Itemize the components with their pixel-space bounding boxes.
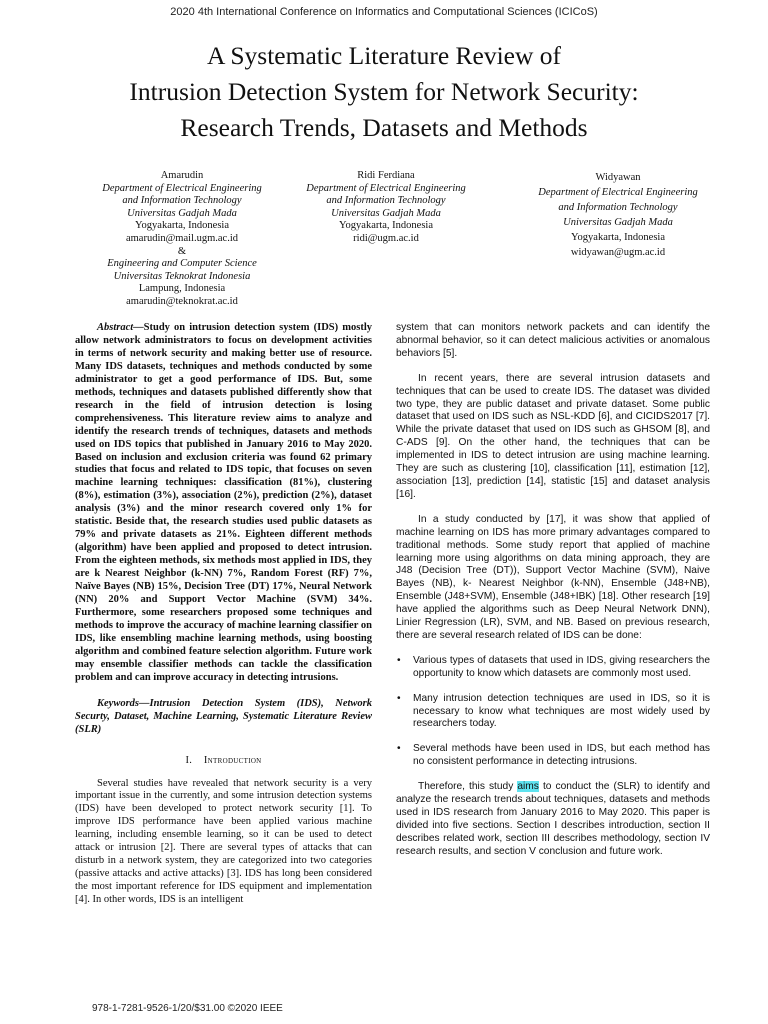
affiliation-line: Universitas Gadjah Mada [331, 207, 441, 219]
author-affiliation [276, 183, 496, 246]
section-title: Introduction [203, 754, 262, 766]
abstract [75, 322, 372, 685]
affiliation-line: Yogyakarta, Indonesia [571, 232, 665, 243]
affiliation-line: amarudin@teknokrat.ac.id [126, 295, 238, 307]
author-1 [52, 170, 312, 309]
list-item: • Various types of datasets that used in IDS, giving researchers the opportunity to know which datasets are commonly most used. [397, 654, 710, 679]
affiliation-line: widyawan@ugm.ac.id [570, 247, 666, 258]
section-number: I. [185, 754, 193, 766]
author-name: Widyawan [595, 172, 641, 183]
affiliation-line: Department of Electrical Engineering [102, 182, 262, 194]
affiliation-line: & [177, 245, 187, 257]
footer-copyright: 978-1-7281-9526-1/20/$31.00 ©2020 IEEE [92, 1003, 283, 1014]
author-2 [276, 170, 496, 246]
author-name: Ridi Ferdiana [357, 170, 415, 181]
bullet-icon: • [397, 654, 401, 666]
list-item: • Several methods have been used in IDS, but each method has no consistent performance in detecting intrusions. [397, 743, 710, 768]
author-affiliation [52, 183, 312, 309]
affiliation-line: Yogyakarta, Indonesia [135, 220, 229, 232]
paragraph-datasets: In recent years, there are several intrusion datasets and techniques that can be used to create IDS. The dataset was divided two type, they are public dataset and private dataset. Some public dataset that used on IDS such as NSL-KDD [6], and CICIDS2017 [7]. While the private dataset that used on IDS such as GHSOM [8], and C-ADS [9]. On the other hand, the techniques that can be implemented in IDS to detect intrusion are using machine learning. They are such as clustering [10], classification [11], estimation [12], association [13], prediction [14], statistic [15] and dataset analysis [16]. [396, 372, 710, 500]
affiliation-line: and Information Technology [326, 195, 446, 207]
affiliation-line: ridi@ugm.ac.id [353, 232, 419, 244]
affiliation-line: Universitas Teknokrat Indonesia [113, 270, 251, 282]
title-line-3: Research Trends, Datasets and Methods [180, 113, 588, 142]
intro-paragraph: Several studies have revealed that network security is a very important issue in the currently, and some intrusion detection systems (IDS) have been developed to protect network security [1]. To improve IDS performance have been applied various machine learning, including ensemble learning, so it can be used to detect attack or intrusion [2]. There are several types of attacks that can disturb in a network system, they are categorized into two categories (passive attacks and active attacks) [3]. IDS has long been considered the most important reference for IDS equipment and implementation [4]. In other words, IDS is an intelligent [75, 777, 372, 906]
highlighted-word: aims [517, 781, 539, 793]
affiliation-line: Engineering and Computer Science [107, 258, 257, 270]
paragraph-machine-learning: In a study conducted by [17], it was show that applied of machine learning on IDS has more primary advantages compared to traditional methods. Some study report that applied of machine learning more using algorithms on data mining approach, they are J48 (Decision Tree (DT)), Support Vector Machine (SVM), Naive Bayes (NB), k- Nearest Neighbor (k-NN), Ensemble (J48+NB), Ensemble (J48+SVM), Ensemble (J48+IBK) [18]. Other research [19] have applied the algorithms such as Deep Neural Network DNN), Linier Regression (LR), SVM, and NB. Based on previous research, there are several research related of IDS can be done: [396, 513, 710, 641]
affiliation-line: Universitas Gadjah Mada [127, 207, 237, 219]
list-item: • Many intrusion detection techniques are used in IDS, so it is necessary to know what techniques are most widely used by researchers today. [397, 692, 710, 730]
affiliation-line: Department of Electrical Engineering [306, 182, 466, 194]
title-line-2: Intrusion Detection System for Network Security: [129, 77, 639, 106]
affiliation-line: and Information Technology [122, 195, 242, 207]
paragraph-aims: Therefore, this study aims to conduct the (SLR) to identify and analyze the research trends about techniques, datasets and methods used in IDS research from January 2016 to May 2020. This paper is divided into five sections. Section I describes introduction, section II describes related work, section III describes methodology, section IV research results, and section V conclusion and future work. [396, 781, 710, 857]
affiliation-line: Universitas Gadjah Mada [563, 217, 673, 228]
paper-title [20, 38, 748, 146]
continued-paragraph: system that can monitors network packets and can identify the abnormal behavior, so it can detect malicious activities or anomalous behaviors [5]. [396, 322, 710, 359]
abstract-text: —Study on intrusion detection system (IDS) mostly allow network administrators to focus on development activities in terms of network security and making better use of resource. Many IDS datasets, techniques and methods conducted by some administrator to get a good performance of IDS. But, some methods, techniques and datasets published differently show that research in the field of intrusion detection is losing comprehensiveness. This literature review aims to analyze and identify the research trends of techniques, datasets and methods used on IDS topics that published in January 2016 to May 2020. Based on inclusion and exclusion criteria was found 62 primary studies that focus and related to IDS topic, that focuses on seven machine learning techniques: classification (81%), clustering (8%), estimation (3%), association (2%), prediction (2%), dataset analysis (3%) and the minor research covered only 1% for statistic. Beside that, the research studies used public datasets as 79% and private datasets as 21%. Eighteen different methods (algorithm) have been applied and proposed to detect intrusion. From the eighteen methods, six methods most applied in IDS, they are k Nearest Neighbor (k-NN) 7%, Random Forest (RF) 7%, Naïve Bayes (NB) 15%, Decision Tree (DT) 17%, Neural Network (NN) 20% and Support Vector Machine (SVM) 34%. Furthermore, some researchers proposed some techniques and methods to improve the accuracy of machine learning classifier on IDS, like ensembling machine learning methods, using boosting algorithm and combined feature selection algorithm. Future work may ensemble classifier methods can tackle the classification problem and can improve accuracy in detecting intrusions. [75, 322, 372, 683]
research-bullet-list [396, 655, 710, 769]
author-3 [508, 170, 728, 260]
section-heading-introduction [75, 755, 372, 768]
bullet-icon: • [397, 743, 401, 755]
conference-header: 2020 4th International Conference on Informatics and Computational Sciences (ICICoS) [170, 6, 598, 18]
abstract-lead: Abstract [97, 322, 134, 333]
left-column [75, 322, 372, 907]
affiliation-line: Department of Electrical Engineering [538, 187, 698, 198]
right-column [396, 322, 710, 871]
keywords: Keywords—Intrusion Detection System (IDS), Network Securty, Dataset, Machine Learning, Systematic Literature Review (SLR) [75, 697, 372, 735]
title-line-1: A Systematic Literature Review of [206, 41, 562, 70]
affiliation-line: Yogyakarta, Indonesia [339, 220, 433, 232]
affiliation-line: Lampung, Indonesia [138, 283, 226, 295]
author-affiliation [508, 185, 728, 260]
bullet-icon: • [397, 692, 401, 704]
author-name: Amarudin [160, 170, 204, 181]
affiliation-line: amarudin@mail.ugm.ac.id [125, 232, 238, 244]
affiliation-line: and Information Technology [558, 202, 678, 213]
